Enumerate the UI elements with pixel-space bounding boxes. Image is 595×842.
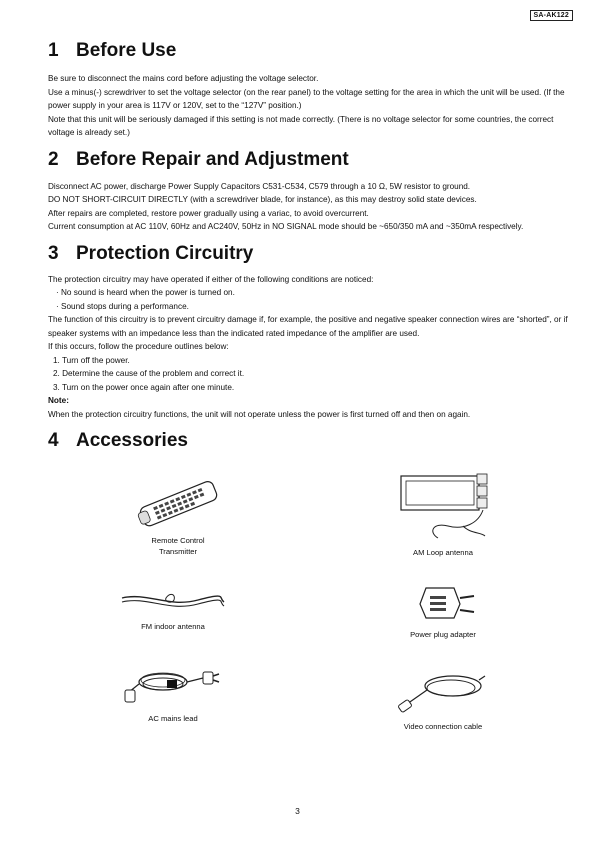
paragraph: Be sure to disconnect the mains cord before adjusting the voltage selector. (48, 74, 319, 83)
section-number: 3 (48, 242, 59, 264)
am-loop-antenna-icon (393, 466, 493, 542)
numbered-step: 1. Turn off the power. (53, 355, 130, 365)
section-number: 2 (48, 148, 59, 170)
paragraph: Note that this unit will be seriously damaged if this setting is not made correctly. (There is no voltage selector for some countries, the correct voltage is already set.) (48, 114, 554, 137)
page-number: 3 (295, 806, 300, 816)
video-cable-icon (393, 664, 493, 716)
paragraph: The function of this circuitry is to prevent circuitry damage if, for example, the positive and negative speaker connection wires are “shorted”, or if speaker systems with an impedance less than the indicated rated impedance of the amplifier are used. (48, 315, 568, 338)
paragraph: Disconnect AC power, discharge Power Supply Capacitors C531-C534, C579 through a 10 Ω, 5W resistor to ground. (48, 181, 471, 191)
model-number-tag: SA-AK122 (530, 10, 573, 21)
accessory-video-cable (378, 664, 508, 733)
fm-antenna-icon (118, 586, 228, 616)
paragraph: Use a minus(-) screwdriver to set the voltage selector (on the rear panel) to the voltage setting for the area in which the unit will be used. (If the power supply in your area is 117V or 120V, set to the “127V” position.) (48, 87, 565, 110)
section-title: Protection Circuitry (76, 242, 254, 264)
accessory-label: AC mains lead (148, 714, 198, 723)
section-title: Before Use (76, 40, 177, 61)
section-heading-before-use (48, 40, 568, 62)
numbered-step: 2. Determine the cause of the problem and correct it. (53, 369, 245, 378)
paragraph: Current consumption at AC 110V, 60Hz and AC240V, 50Hz in NO SIGNAL mode should be ~650/350 mA and ~350mA respectively. (48, 222, 524, 231)
bullet-item: · Sound stops during a performance. (56, 301, 189, 311)
remote-control-icon (132, 480, 224, 530)
accessory-power-plug-adapter (378, 582, 508, 641)
accessory-label: FM indoor antenna (141, 622, 205, 631)
accessory-label: Power plug adapter (410, 630, 476, 639)
accessory-label: Transmitter (158, 546, 198, 556)
accessory-label: AM Loop antenna (413, 548, 473, 557)
accessory-ac-mains-lead (108, 658, 238, 725)
section-title: Accessories (76, 430, 188, 451)
accessory-remote-control (118, 480, 238, 557)
plug-adapter-icon (408, 582, 478, 624)
paragraph: The protection circuitry may have operated if either of the following conditions are noticed: (48, 274, 374, 284)
note-text: When the protection circuitry functions, the unit will not operate unless the power is first turned off and then on again. (48, 409, 471, 419)
paragraph: DO NOT SHORT-CIRCUIT DIRECTLY (with a screwdriver blade, for instance), as this may destroy solid state devices. (48, 195, 477, 204)
paragraph: After repairs are completed, restore power gradually using a variac, to avoid overcurrent. (48, 208, 369, 218)
section-number: 1 (48, 40, 59, 61)
accessory-label: Video connection cable (403, 722, 483, 731)
section-title: Before Repair and Adjustment (76, 148, 349, 170)
numbered-step: 3. Turn on the power once again after one minute. (53, 382, 235, 392)
document-body (48, 40, 568, 452)
accessory-label: Remote Control (151, 536, 205, 545)
section-heading-before-repair (48, 149, 568, 171)
bullet-item: · No sound is heard when the power is turned on. (56, 288, 235, 297)
accessory-am-loop-antenna (378, 466, 508, 559)
accessory-fm-antenna (108, 586, 238, 633)
ac-mains-lead-icon (123, 658, 223, 708)
section-heading-accessories (48, 430, 568, 452)
section-number: 4 (48, 430, 59, 451)
note-label: Note: (48, 396, 69, 405)
paragraph: If this occurs, follow the procedure outlines below: (48, 342, 229, 351)
section-heading-protection-circuitry (48, 243, 568, 265)
